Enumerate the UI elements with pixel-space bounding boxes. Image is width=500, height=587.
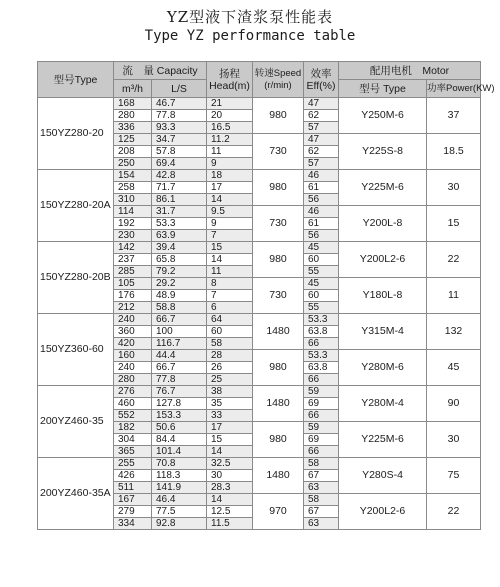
header-speed-label: 转速Speed [254, 67, 302, 79]
capacity-ls-cell: 70.8 [152, 458, 207, 470]
head-cell: 20 [207, 110, 253, 122]
table-row [38, 314, 481, 326]
table-body [38, 98, 481, 530]
head-cell: 9 [207, 158, 253, 170]
head-cell: 18 [207, 170, 253, 182]
header-eff-en: Eff(%) [306, 79, 336, 92]
motor-type-cell: Y225S-8 [339, 134, 427, 170]
speed-cell: 980 [253, 350, 304, 386]
table-row [38, 386, 481, 398]
motor-type-cell: Y280S-4 [339, 458, 427, 494]
motor-type-cell: Y225M-6 [339, 422, 427, 458]
motor-power-cell: 75 [427, 458, 481, 494]
speed-cell: 1480 [253, 314, 304, 350]
motor-type-cell: Y250M-6 [339, 98, 427, 134]
efficiency-cell: 55 [304, 266, 339, 278]
capacity-m3h-cell: 334 [114, 518, 152, 530]
efficiency-cell: 60 [304, 254, 339, 266]
efficiency-cell: 55 [304, 302, 339, 314]
model-cell: 150YZ280-20B [38, 242, 114, 314]
efficiency-cell: 66 [304, 374, 339, 386]
head-cell: 14 [207, 254, 253, 266]
motor-power-cell: 22 [427, 494, 481, 530]
capacity-ls-cell: 84.4 [152, 434, 207, 446]
head-cell: 15 [207, 434, 253, 446]
speed-cell: 980 [253, 422, 304, 458]
head-cell: 11 [207, 146, 253, 158]
head-cell: 11.2 [207, 134, 253, 146]
head-cell: 6 [207, 302, 253, 314]
motor-type-cell: Y280M-4 [339, 386, 427, 422]
efficiency-cell: 66 [304, 410, 339, 422]
capacity-m3h-cell: 280 [114, 110, 152, 122]
capacity-ls-cell: 63.9 [152, 230, 207, 242]
model-cell: 150YZ280-20 [38, 98, 114, 170]
efficiency-cell: 56 [304, 230, 339, 242]
header-speed-unit: (r/min) [264, 79, 292, 91]
header-capacity: 流 量 Capacity [114, 62, 207, 80]
head-cell: 64 [207, 314, 253, 326]
head-cell: 9.5 [207, 206, 253, 218]
capacity-m3h-cell: 237 [114, 254, 152, 266]
capacity-m3h-cell: 279 [114, 506, 152, 518]
head-cell: 8 [207, 278, 253, 290]
motor-power-cell: 30 [427, 422, 481, 458]
motor-type-cell: Y200L-8 [339, 206, 427, 242]
efficiency-cell: 63 [304, 518, 339, 530]
header-motor: 配用电机 Motor [339, 62, 481, 80]
performance-table [37, 61, 495, 530]
motor-power-cell: 18.5 [427, 134, 481, 170]
efficiency-cell: 60 [304, 290, 339, 302]
efficiency-cell: 56 [304, 194, 339, 206]
title-english: Type YZ performance table [144, 28, 356, 44]
efficiency-cell: 63.8 [304, 326, 339, 338]
header-speed [253, 62, 304, 98]
head-cell: 38 [207, 386, 253, 398]
capacity-m3h-cell: 208 [114, 146, 152, 158]
head-cell: 15 [207, 242, 253, 254]
capacity-ls-cell: 141.9 [152, 482, 207, 494]
capacity-m3h-cell: 420 [114, 338, 152, 350]
header-ls: L/S [152, 80, 207, 98]
capacity-ls-cell: 66.7 [152, 314, 207, 326]
efficiency-cell: 61 [304, 182, 339, 194]
speed-cell: 970 [253, 494, 304, 530]
efficiency-cell: 66 [304, 446, 339, 458]
page-header [0, 0, 500, 52]
efficiency-cell: 45 [304, 242, 339, 254]
head-cell: 28 [207, 350, 253, 362]
efficiency-cell: 53.3 [304, 350, 339, 362]
speed-cell: 980 [253, 98, 304, 134]
header-efficiency [304, 62, 339, 98]
capacity-ls-cell: 42.8 [152, 170, 207, 182]
header-row-1 [38, 62, 481, 80]
motor-power-cell: 30 [427, 170, 481, 206]
capacity-ls-cell: 77.8 [152, 110, 207, 122]
capacity-ls-cell: 57.8 [152, 146, 207, 158]
capacity-ls-cell: 69.4 [152, 158, 207, 170]
header-model: 型号Type [38, 62, 114, 98]
header-m3h: m³/h [114, 80, 152, 98]
efficiency-cell: 59 [304, 386, 339, 398]
speed-cell: 1480 [253, 458, 304, 494]
capacity-m3h-cell: 276 [114, 386, 152, 398]
head-cell: 11 [207, 266, 253, 278]
capacity-m3h-cell: 240 [114, 314, 152, 326]
efficiency-cell: 57 [304, 158, 339, 170]
capacity-ls-cell: 127.8 [152, 398, 207, 410]
model-cell: 200YZ460-35A [38, 458, 114, 530]
head-cell: 21 [207, 98, 253, 110]
motor-power-cell: 11 [427, 278, 481, 314]
capacity-ls-cell: 79.2 [152, 266, 207, 278]
capacity-ls-cell: 34.7 [152, 134, 207, 146]
capacity-m3h-cell: 142 [114, 242, 152, 254]
efficiency-cell: 63.8 [304, 362, 339, 374]
motor-power-cell: 90 [427, 386, 481, 422]
model-cell: 200YZ460-35 [38, 386, 114, 458]
capacity-ls-cell: 31.7 [152, 206, 207, 218]
capacity-ls-cell: 66.7 [152, 362, 207, 374]
table-row [38, 458, 481, 470]
capacity-ls-cell: 86.1 [152, 194, 207, 206]
efficiency-cell: 47 [304, 134, 339, 146]
title-chinese: YZ型液下渣浆泵性能表 [166, 8, 334, 26]
capacity-ls-cell: 58.8 [152, 302, 207, 314]
efficiency-cell: 59 [304, 422, 339, 434]
capacity-m3h-cell: 426 [114, 470, 152, 482]
capacity-ls-cell: 71.7 [152, 182, 207, 194]
head-cell: 11.5 [207, 518, 253, 530]
head-cell: 26 [207, 362, 253, 374]
head-cell: 7 [207, 230, 253, 242]
motor-type-cell: Y180L-8 [339, 278, 427, 314]
capacity-ls-cell: 101.4 [152, 446, 207, 458]
head-cell: 17 [207, 182, 253, 194]
efficiency-cell: 69 [304, 434, 339, 446]
capacity-m3h-cell: 258 [114, 182, 152, 194]
model-cell: 150YZ280-20A [38, 170, 114, 242]
speed-cell: 1480 [253, 386, 304, 422]
table-row [38, 170, 481, 182]
capacity-ls-cell: 116.7 [152, 338, 207, 350]
capacity-m3h-cell: 255 [114, 458, 152, 470]
motor-power-cell: 132 [427, 314, 481, 350]
head-cell: 32.5 [207, 458, 253, 470]
head-cell: 16.5 [207, 122, 253, 134]
motor-type-cell: Y200L2-6 [339, 494, 427, 530]
head-cell: 12.5 [207, 506, 253, 518]
header-motor-type: 型号 Type [339, 80, 427, 98]
speed-cell: 980 [253, 170, 304, 206]
efficiency-cell: 62 [304, 110, 339, 122]
head-cell: 30 [207, 470, 253, 482]
capacity-ls-cell: 153.3 [152, 410, 207, 422]
efficiency-cell: 58 [304, 494, 339, 506]
model-cell: 150YZ360-60 [38, 314, 114, 386]
head-cell: 14 [207, 194, 253, 206]
efficiency-cell: 58 [304, 458, 339, 470]
capacity-m3h-cell: 154 [114, 170, 152, 182]
header-head [207, 62, 253, 98]
capacity-m3h-cell: 336 [114, 122, 152, 134]
head-cell: 14 [207, 494, 253, 506]
efficiency-cell: 62 [304, 146, 339, 158]
capacity-ls-cell: 76.7 [152, 386, 207, 398]
capacity-ls-cell: 46.7 [152, 98, 207, 110]
efficiency-cell: 46 [304, 206, 339, 218]
head-cell: 33 [207, 410, 253, 422]
head-cell: 35 [207, 398, 253, 410]
capacity-ls-cell: 92.8 [152, 518, 207, 530]
capacity-m3h-cell: 168 [114, 98, 152, 110]
capacity-ls-cell: 65.8 [152, 254, 207, 266]
capacity-ls-cell: 118.3 [152, 470, 207, 482]
motor-power-cell: 15 [427, 206, 481, 242]
header-power: 功率Power(KW) [427, 80, 481, 98]
motor-type-cell: Y200L2-6 [339, 242, 427, 278]
capacity-ls-cell: 39.4 [152, 242, 207, 254]
capacity-m3h-cell: 511 [114, 482, 152, 494]
capacity-m3h-cell: 240 [114, 362, 152, 374]
capacity-ls-cell: 46.4 [152, 494, 207, 506]
head-cell: 9 [207, 218, 253, 230]
header-eff-cn: 效率 [310, 67, 332, 80]
efficiency-cell: 47 [304, 98, 339, 110]
header-head-en: Head(m) [209, 79, 250, 92]
motor-power-cell: 45 [427, 350, 481, 386]
head-cell: 58 [207, 338, 253, 350]
capacity-ls-cell: 29.2 [152, 278, 207, 290]
motor-type-cell: Y315M-4 [339, 314, 427, 350]
efficiency-cell: 69 [304, 398, 339, 410]
capacity-m3h-cell: 105 [114, 278, 152, 290]
header-head-cn: 扬程 [219, 67, 240, 80]
speed-cell: 730 [253, 206, 304, 242]
capacity-m3h-cell: 176 [114, 290, 152, 302]
table-row [38, 98, 481, 110]
capacity-ls-cell: 93.3 [152, 122, 207, 134]
speed-cell: 980 [253, 242, 304, 278]
capacity-m3h-cell: 125 [114, 134, 152, 146]
efficiency-cell: 67 [304, 470, 339, 482]
efficiency-cell: 61 [304, 218, 339, 230]
capacity-m3h-cell: 167 [114, 494, 152, 506]
efficiency-cell: 57 [304, 122, 339, 134]
capacity-ls-cell: 77.5 [152, 506, 207, 518]
capacity-ls-cell: 48.9 [152, 290, 207, 302]
speed-cell: 730 [253, 278, 304, 314]
efficiency-cell: 45 [304, 278, 339, 290]
capacity-m3h-cell: 280 [114, 374, 152, 386]
capacity-m3h-cell: 360 [114, 326, 152, 338]
capacity-ls-cell: 100 [152, 326, 207, 338]
motor-type-cell: Y280M-6 [339, 350, 427, 386]
capacity-ls-cell: 53.3 [152, 218, 207, 230]
motor-type-cell: Y225M-6 [339, 170, 427, 206]
head-cell: 14 [207, 446, 253, 458]
capacity-m3h-cell: 310 [114, 194, 152, 206]
motor-power-cell: 37 [427, 98, 481, 134]
capacity-m3h-cell: 285 [114, 266, 152, 278]
head-cell: 7 [207, 290, 253, 302]
capacity-m3h-cell: 365 [114, 446, 152, 458]
efficiency-cell: 63 [304, 482, 339, 494]
capacity-m3h-cell: 212 [114, 302, 152, 314]
capacity-m3h-cell: 182 [114, 422, 152, 434]
efficiency-cell: 53.3 [304, 314, 339, 326]
efficiency-cell: 67 [304, 506, 339, 518]
capacity-ls-cell: 44.4 [152, 350, 207, 362]
capacity-m3h-cell: 250 [114, 158, 152, 170]
speed-cell: 730 [253, 134, 304, 170]
efficiency-cell: 66 [304, 338, 339, 350]
capacity-m3h-cell: 460 [114, 398, 152, 410]
head-cell: 60 [207, 326, 253, 338]
head-cell: 25 [207, 374, 253, 386]
head-cell: 28.3 [207, 482, 253, 494]
motor-power-cell: 22 [427, 242, 481, 278]
capacity-ls-cell: 50.6 [152, 422, 207, 434]
head-cell: 17 [207, 422, 253, 434]
capacity-m3h-cell: 552 [114, 410, 152, 422]
table-row [38, 242, 481, 254]
capacity-m3h-cell: 192 [114, 218, 152, 230]
capacity-ls-cell: 77.8 [152, 374, 207, 386]
capacity-m3h-cell: 114 [114, 206, 152, 218]
capacity-m3h-cell: 230 [114, 230, 152, 242]
capacity-m3h-cell: 304 [114, 434, 152, 446]
efficiency-cell: 46 [304, 170, 339, 182]
capacity-m3h-cell: 160 [114, 350, 152, 362]
